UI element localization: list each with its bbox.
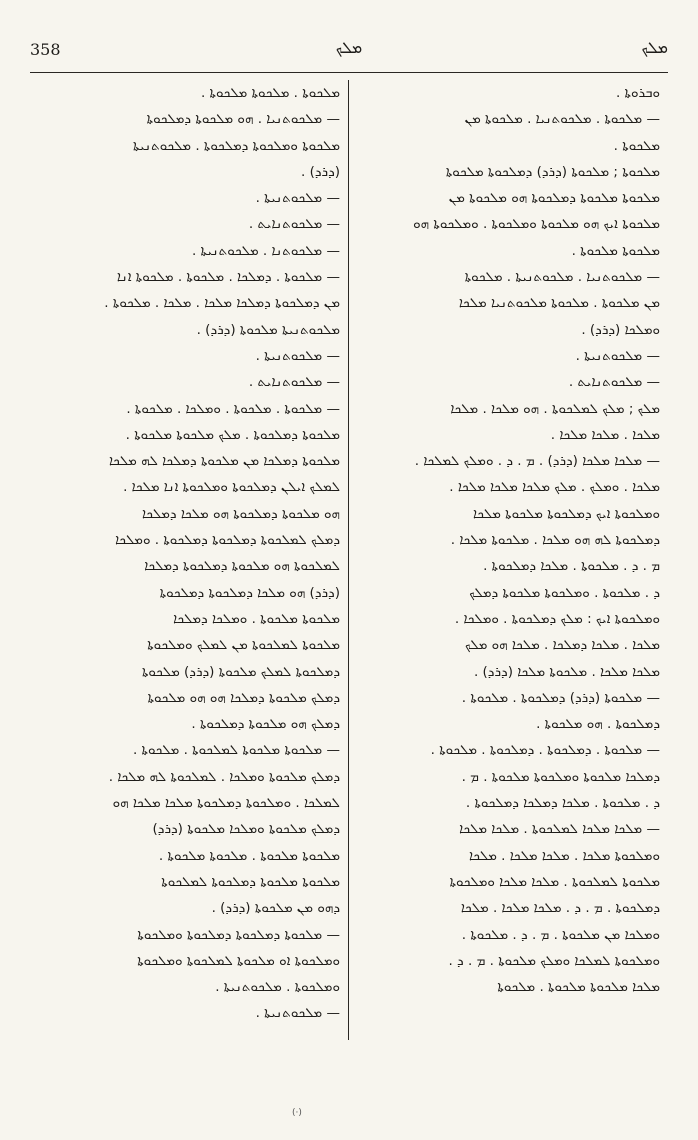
column-divider xyxy=(348,80,349,1040)
text-line: ܡܠܟܐ . ܘܡܠܟ . ܡܠܟ ܡܠܟܐ ܡܠܟܐ ܡܠܟܐ . xyxy=(449,479,660,496)
text-line: ܡܠܟܘܬܢܝܬܐ ܡܠܟܘܬܐ (ܕܪܕ) . xyxy=(196,321,340,338)
right-column xyxy=(360,80,660,1000)
page-bottom-mark: (·) xyxy=(292,1108,302,1118)
text-line: ܕܡܠܟܘܬܐ . ܡ . ܕ . ܡܠܟܐ ܡܠܟܐ . ܡܠܟܐ xyxy=(460,900,660,917)
text-line: — ܡܠܟܘܬܐ ܕܡܠܟܘܬܐ ܕܡܠܟܘܬܐ ܘܡܠܟܘܬܐ xyxy=(137,926,340,943)
text-line: ܡܠܟܘܬܐ ܠܡܠܟܘܬܐ . ܡܠܟܐ ܡܠܟܐ ܘܡܠܟܘܬܐ xyxy=(449,873,660,890)
text-line: — ܡܠܟܘܬܢܝܐ . ܗܘ ܡܠܟܘܬܐ ܕܡܠܟܘܬܐ xyxy=(146,111,340,128)
text-line: — ܡܠܟܘܬܢܝܬܐ . xyxy=(575,347,660,364)
text-line: ܕܡܠܟ ܗܘ ܡܠܟܘܬܐ ܕܡܠܟܘܬܐ . xyxy=(191,716,340,733)
text-line: ܡܠܟܘܬܐ ܠܡܠܟܘܬܐ ܡܢ ܠܡܠܟ ܘܡܠܟܘܬܐ xyxy=(147,637,340,654)
text-line: ܡܠܟܘܬܐ ܕܡܠܟܘܬܐ . ܡܠܟ ܡܠܟܘܬܐ ܡܠܟܘܬܐ . xyxy=(125,426,340,443)
text-line: — ܡܠܟܘܬܢܐܝܬ . xyxy=(248,216,340,233)
text-line: ܘܡܠܟܐ (ܕܪܕ) . xyxy=(581,321,660,338)
text-line: — ܡܠܟܘܬܐ ܡܠܟܘܬܐ ܠܡܠܟܘܬܐ . ܡܠܟܘܬܐ . xyxy=(132,742,340,759)
text-line: ܘܒܪܘܬܐ . xyxy=(615,85,660,101)
text-line: ܕܡܠܟ ܡܠܟܘܬܐ ܘܡܠܟܐ ܡܠܟܘܬܐ (ܕܪܕ) xyxy=(152,821,340,838)
text-line: ܡܢ ܕܡܠܟܘܬܐ ܕܡܠܟܐ ܡܠܟܐ . ܡܠܟܐ . ܡܠܟܘܬܐ . xyxy=(104,295,340,312)
text-line: ܘܡܠܟܐ ܡܢ ܡܠܟܘܬܐ . ܡ . ܕ . ܡܠܟܘܬܐ . xyxy=(461,926,660,943)
text-line: — ܡܠܟܘܬܢܐܝܬ . xyxy=(248,374,340,391)
text-line: — ܡܠܟܘܬܢܐܝܬ . xyxy=(568,374,660,391)
text-line: ܡܠܟܘܬܐ ܡܠܟܘܬܐ . ܡܠܟܘܬܐ ܡܠܟܘܬܐ . xyxy=(158,847,340,864)
text-line: ܘܡܠܟܘܬܐ ܐܝܟ : ܡܠܟ ܕܡܠܟܘܬܐ . ܘܡܠܟܐ . xyxy=(454,610,660,627)
left-column xyxy=(40,80,340,1027)
text-line: — ܡܠܟܘܬܐ (ܕܪܕ) ܕܡܠܟܘܬܐ . ܡܠܟܘܬܐ . xyxy=(461,689,660,706)
header-rule xyxy=(30,72,668,73)
text-line: ܕܡܠܟ ܡܠܟܘܬܐ ܘܡܠܟܐ . ܠܡܠܟܘܬܐ ܠܗ ܡܠܟܐ . xyxy=(108,768,340,785)
text-line: ܡܠܟܘܬܐ . xyxy=(613,137,660,154)
text-line: — ܡܠܟܘܬܢܝܬܐ . xyxy=(255,190,340,207)
text-line: ܕܗܘ ܡܢ ܡܠܟܘܬܐ (ܕܪܕ) . xyxy=(211,900,340,917)
text-line: ܕܡܠܟ ܠܡܠܟܘܬܐ ܕܡܠܟܘܬܐ ܕܡܠܟܘܬܐ . ܘܡܠܟܐ xyxy=(115,532,340,549)
text-line: ܕ . ܡܠܟܘܬܐ . ܡܠܟܐ ܕܡܠܟܐ ܕܡܠܟܘܬܐ . xyxy=(465,795,660,812)
text-line: ܕܡܠܟܐ ܡܠܟܘܬܐ ܘܡܠܟܘܬܐ ܡܠܟܘܬܐ . ܡ . xyxy=(461,768,660,785)
text-line: ܡܠܟܐ ܡܠܟܐ . ܡܠܟܘܬܐ ܡܠܟܐ (ܕܪܕ) . xyxy=(473,663,660,680)
text-line: ܕܡܠܟܘܬܐ ܠܗ ܗܘ ܡܠܟܐ . ܡܠܟܘܬܐ ܡܠܟܐ . xyxy=(450,532,660,549)
text-line: ܡܠܟܘܬܐ ܡܠܟܘܬܐ . xyxy=(571,242,660,259)
text-line: ܡܠܟܘܬܐ ܕܡܠܟܐ ܡܢ ܡܠܟܘܬܐ ܕܡܠܟܐ ܠܗ ܡܠܟܐ xyxy=(108,453,340,470)
text-line: — ܡܠܟܘܬܐ . ܡܠܟܘܬܢܝܐ . ܡܠܟܘܬܐ ܡܢ xyxy=(464,111,660,128)
text-line: ܡܠܟܘܬܐ ܐܝܟ ܗܘ ܡܠܟܘܬܐ ܘܡܠܟܘܬܐ . ܘܡܠܟܘܬܐ ܗܘ xyxy=(413,216,660,233)
text-line: — ܡܠܟܘܬܐ . ܕܡܠܟܐ . ܡܠܟܘܬܐ . ܡܠܟܘܬܐ ܐܢܐ xyxy=(116,269,340,286)
text-line: ܡܠܟܘܬܐ ܡܠܟܘܬܐ ܕܡܠܟܘܬܐ ܠܡܠܟܘܬܐ xyxy=(161,873,340,890)
text-line: ܕܡܠܟܘܬܐ ܠܡܠܟ ܡܠܟܘܬܐ (ܕܪܕ) ܡܠܟܘܬܐ xyxy=(141,663,340,680)
text-line: ܘܡܠܟܘܬܐ ܐܘ ܡܠܟܘܬܐ ܠܡܠܟܘܬܐ ܘܡܠܟܘܬܐ xyxy=(137,952,340,969)
text-line: ܕܡܠܟܘܬܐ . ܗܘ ܡܠܟܘܬܐ . xyxy=(536,716,660,733)
text-line: ܡܠܟܘܬܐ ܡܠܟܘܬܐ ܕܡܠܟܘܬܐ ܗܘ ܡܠܟܘܬܐ ܡܢ xyxy=(448,190,660,207)
page-number: 358 xyxy=(30,40,61,59)
text-line: ܡܠܟܘܬܐ ܘܡܠܟܘܬܐ ܕܡܠܟܘܬܐ . ܡܠܟܘܬܢܝܬܐ xyxy=(133,137,340,154)
text-line: ܘܡܠܟܘܬܐ ܡܠܟܐ . ܡܠܟܐ ܡܠܟܐ . ܡܠܟܐ xyxy=(469,847,660,864)
text-line: ܡܠܟܘܬܐ ; ܡܠܟܘܬܐ (ܕܪܕ) ܕܡܠܟܘܬܐ ܡܠܟܘܬܐ xyxy=(445,163,660,180)
text-line: ܡܠܟܐ ܡܠܟܘܬܐ ܡܠܟܘܬܐ . ܡܠܟܘܬܐ xyxy=(497,979,660,996)
text-line: — ܡܠܟܐ ܡܠܟܐ (ܕܪܕ) . ܡ . ܕ . ܘܡܠܟ ܠܡܠܟܐ . xyxy=(414,453,660,470)
text-line: ܗܘ ܡܠܟܘܬܐ ܕܡܠܟܘܬܐ ܗܘ ܡܠܟܐ ܕܡܠܟܐ xyxy=(142,505,340,522)
text-line: ܠܡܠܟܘܬܐ ܗܘ ܡܠܟܘܬܐ ܕܡܠܟܘܬܐ ܕܡܠܟܐ xyxy=(144,558,340,575)
text-line: — ܡܠܟܘܬܢܐ . ܡܠܟܘܬܢܝܬܐ . xyxy=(191,242,340,259)
text-line: ܘܡܠܟܘܬܐ ܐܝܟ ܕܡܠܟܘܬܐ ܡܠܟܘܬܐ ܡܠܟܐ xyxy=(473,505,660,522)
text-line: — ܡܠܟܘܬܐ . ܡܠܟܘܬܐ . ܘܡܠܟܐ . ܡܠܟܘܬܐ . xyxy=(126,400,340,417)
running-head: ܡܠܟ xyxy=(335,38,363,57)
text-line: — ܡܠܟܘܬܢܝܬܐ . xyxy=(255,1005,340,1022)
text-line: ܡܠܟܐ . ܡܠܟܐ ܡܠܟܐ . xyxy=(550,426,660,443)
text-line: ܠܡܠܟܐ . ܘܡܠܟܘܬܐ ܕܡܠܟܘܬܐ ܡܠܟܐ ܡܠܟܐ ܗܘ xyxy=(112,795,340,812)
running-headword: ܡܠܟ xyxy=(641,38,668,57)
text-line: ܡܠܟܘܬܐ ܡܠܟܘܬܐ . ܘܡܠܟܐ ܕܡܠܟܐ xyxy=(173,610,340,627)
text-line: ܡܠܟܘܬܐ . ܡܠܟܘܬܐ ܡܠܟܘܬܐ . xyxy=(200,85,340,101)
page-header xyxy=(30,40,668,70)
text-line: — ܡܠܟܘܬܢܝܬܐ . xyxy=(255,347,340,364)
text-line: ܠܡܠܟ ܐܝܠܢ ܕܡܠܟܘܬܐ ܘܡܠܟܘܬܐ ܐܢܐ ܡܠܟܐ . xyxy=(123,479,340,496)
text-line: ܡܢ ܡܠܟܘܬܐ . ܡܠܟܘܬܐ ܡܠܟܘܬܢܝܐ ܡܠܟܐ xyxy=(458,295,660,312)
text-line: ܕܡܠܟ ܡܠܟܘܬܐ ܕܡܠܟܐ ܗܘ ܗܘ ܡܠܟܘܬܐ xyxy=(147,689,340,706)
text-line: ܡܠܟ ; ܡܠܟ ܠܡܠܟܘܬܐ . ܗܘ ܡܠܟܐ . ܡܠܟܐ xyxy=(450,400,660,417)
text-line: — ܡܠܟܘܬܢܝܐ . ܡܠܟܘܬܢܝܬܐ . ܡܠܟܘܬܐ xyxy=(464,269,660,286)
text-line: (ܕܪܕ) . xyxy=(300,163,340,180)
text-line: ܘܡܠܟܘܬܐ ܠܡܠܟܐ ܘܡܠܟ ܡܠܟܘܬܐ . ܡ . ܕ . xyxy=(448,952,660,969)
text-line: ܕ . ܡܠܟܘܬܐ . ܘܡܠܟܘܬܐ ܡܠܟܘܬܐ ܕܡܠܟ xyxy=(469,584,660,601)
text-line: ܘܡܠܟܘܬܐ . ܡܠܟܘܬܢܝܬܐ . xyxy=(215,979,340,996)
text-line: ܡܠܟܐ . ܡܠܟܐ ܕܡܠܟܐ . ܡܠܟܐ ܗܘ ܡܠܟ xyxy=(465,637,660,654)
text-line: (ܕܪܕ) ܗܘ ܡܠܟܐ ܕܡܠܟܘܬܐ ܕܡܠܟܘܬܐ xyxy=(159,584,340,601)
text-line: ܡ . ܕ . ܡܠܟܘܬܐ . ܡܠܟܐ ܕܡܠܟܘܬܐ . xyxy=(483,558,660,575)
text-line: — ܡܠܟܐ ܡܠܟܐ ܠܡܠܟܘܬܐ . ܡܠܟܐ ܡܠܟܐ xyxy=(459,821,660,838)
text-line: — ܡܠܟܘܬܐ . ܕܡܠܟܘܬܐ . ܕܡܠܟܘܬܐ . ܡܠܟܘܬܐ . xyxy=(430,742,660,759)
